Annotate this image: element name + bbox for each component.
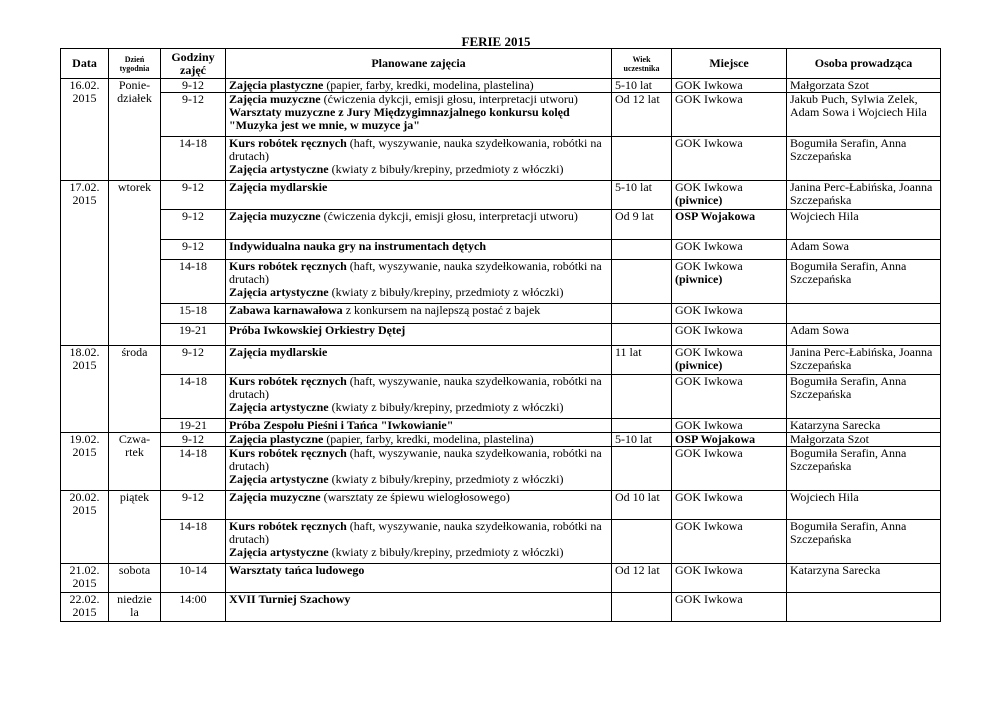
place-text: GOK Iwkowa (675, 418, 743, 432)
age-text: 11 lat (615, 345, 642, 359)
place-text-bold: OSP Wojakowa (675, 432, 756, 446)
activity-title: Kurs robótek ręcznych (229, 519, 347, 533)
place-text: GOK Iwkowa (675, 92, 743, 106)
age-text: 5-10 lat (615, 180, 652, 194)
place-cell (672, 491, 787, 520)
activity-cell (226, 375, 612, 419)
weekday-cell (109, 564, 161, 593)
activity-cell (226, 324, 612, 346)
date-text: 16.02. 2015 (69, 78, 100, 105)
hours-cell (161, 593, 226, 622)
hours-text: 15-18 (179, 303, 207, 317)
activity-title: Kurs robótek ręcznych (229, 259, 347, 273)
activity-cell (226, 93, 612, 137)
place-text: GOK Iwkowa (675, 592, 743, 606)
weekday-text: środa (121, 345, 148, 359)
table-row (61, 447, 941, 491)
person-cell (787, 375, 941, 419)
person-text: Bogumiła Serafin, Anna Szczepańska (790, 374, 907, 401)
age-cell (612, 260, 672, 304)
table-row (61, 93, 941, 137)
place-text: GOK Iwkowa (675, 490, 743, 504)
header-hours: Godziny zajęć (161, 49, 226, 79)
person-text: Katarzyna Sarecka (790, 563, 881, 577)
place-cell (672, 419, 787, 433)
activity-title: Kurs robótek ręcznych (229, 374, 347, 388)
place-text: GOK Iwkowa (675, 136, 743, 150)
activity-title: Zabawa karnawałowa (229, 303, 343, 317)
activity-details: (ćwiczenia dykcji, emisji głosu, interpretacji utworu) (320, 92, 578, 106)
activity-details: (haft, wyszywanie, nauka szydełkowania, robótki na drutach) (229, 519, 602, 546)
place-text: GOK Iwkowa (675, 259, 743, 273)
activity-details-2: (kwiaty z bibuły/krepiny, przedmioty z włóczki) (328, 472, 564, 486)
person-cell (787, 304, 941, 324)
place-cell (672, 304, 787, 324)
person-text: Katarzyna Sarecka (790, 418, 881, 432)
table-row (61, 324, 941, 346)
place-cell (672, 79, 787, 93)
table-row (61, 240, 941, 260)
person-cell (787, 324, 941, 346)
hours-cell (161, 564, 226, 593)
schedule-table (60, 48, 941, 622)
activity-cell (226, 564, 612, 593)
table-row (61, 79, 941, 93)
hours-text: 9-12 (182, 239, 204, 253)
date-cell (61, 181, 109, 346)
hours-text: 9-12 (182, 180, 204, 194)
hours-cell (161, 433, 226, 447)
hours-cell (161, 447, 226, 491)
person-cell (787, 93, 941, 137)
person-text: Jakub Puch, Sylwia Zelek, Adam Sowa i Wojciech Hila (790, 92, 927, 119)
weekday-cell (109, 491, 161, 564)
age-text: 5-10 lat (615, 78, 652, 92)
age-cell (612, 593, 672, 622)
hours-text: 10-14 (179, 563, 207, 577)
hours-cell (161, 137, 226, 181)
date-text: 21.02. 2015 (69, 563, 100, 590)
table-row (61, 564, 941, 593)
table-row (61, 491, 941, 520)
activity-cell (226, 260, 612, 304)
person-cell (787, 181, 941, 210)
place-cell (672, 93, 787, 137)
age-cell (612, 346, 672, 375)
header-person: Osoba prowadząca (787, 49, 941, 79)
header-place: Miejsce (672, 49, 787, 79)
place-cell (672, 346, 787, 375)
weekday-text: Czwa- rtek (118, 432, 151, 459)
hours-cell (161, 79, 226, 93)
table-row (61, 210, 941, 240)
weekday-cell (109, 433, 161, 491)
age-cell (612, 210, 672, 240)
date-cell (61, 433, 109, 491)
person-cell (787, 491, 941, 520)
place-cell (672, 260, 787, 304)
person-cell (787, 433, 941, 447)
activity-title-2: Zajęcia artystyczne (229, 472, 329, 486)
activity-details-2: (kwiaty z bibuły/krepiny, przedmioty z włóczki) (328, 400, 564, 414)
date-cell (61, 79, 109, 181)
activity-title: Zajęcia muzyczne (229, 490, 321, 504)
hours-text: 14:00 (179, 592, 207, 606)
place-cell (672, 520, 787, 564)
header-weekday: Dzień tygodnia (109, 49, 161, 79)
date-text: 19.02. 2015 (69, 432, 100, 459)
hours-text: 14-18 (179, 374, 207, 388)
age-cell (612, 447, 672, 491)
age-cell (612, 79, 672, 93)
table-row (61, 593, 941, 622)
activity-details: (papier, farby, kredki, modelina, plastelina) (323, 432, 534, 446)
activity-title: Indywidualna nauka gry na instrumentach dętych (229, 239, 487, 253)
place-note: (piwnice) (675, 193, 723, 207)
date-cell (61, 564, 109, 593)
hours-cell (161, 260, 226, 304)
weekday-text: wtorek (117, 180, 152, 194)
person-text: Bogumiła Serafin, Anna Szczepańska (790, 446, 907, 473)
person-cell (787, 564, 941, 593)
place-text-bold: OSP Wojakowa (675, 209, 756, 223)
activity-title-2: Zajęcia artystyczne (229, 400, 329, 414)
table-row (61, 304, 941, 324)
weekday-text: Ponie- działek (117, 78, 152, 105)
place-cell (672, 137, 787, 181)
hours-cell (161, 346, 226, 375)
activity-cell (226, 447, 612, 491)
place-cell (672, 433, 787, 447)
date-text: 18.02. 2015 (69, 345, 100, 372)
place-text: GOK Iwkowa (675, 446, 743, 460)
table-row (61, 433, 941, 447)
activity-title-2: Zajęcia artystyczne (229, 162, 329, 176)
person-text: Małgorzata Szot (790, 78, 869, 92)
age-cell (612, 304, 672, 324)
weekday-cell (109, 181, 161, 346)
hours-cell (161, 375, 226, 419)
person-cell (787, 419, 941, 433)
place-text: GOK Iwkowa (675, 345, 743, 359)
hours-cell (161, 491, 226, 520)
activity-cell (226, 304, 612, 324)
place-text: GOK Iwkowa (675, 303, 743, 317)
hours-cell (161, 240, 226, 260)
place-cell (672, 240, 787, 260)
place-text: GOK Iwkowa (675, 239, 743, 253)
hours-text: 14-18 (179, 519, 207, 533)
age-cell (612, 324, 672, 346)
place-cell (672, 181, 787, 210)
place-text: GOK Iwkowa (675, 519, 743, 533)
person-text: Bogumiła Serafin, Anna Szczepańska (790, 259, 907, 286)
hours-text: 9-12 (182, 209, 204, 223)
weekday-cell (109, 79, 161, 181)
hours-cell (161, 210, 226, 240)
hours-cell (161, 181, 226, 210)
person-text: Wojciech Hila (790, 209, 859, 223)
place-cell (672, 564, 787, 593)
table-row (61, 346, 941, 375)
person-text: Adam Sowa (790, 323, 849, 337)
person-cell (787, 447, 941, 491)
table-row (61, 137, 941, 181)
age-cell (612, 564, 672, 593)
hours-text: 9-12 (182, 490, 204, 504)
header-age: Wiek uczestnika (612, 49, 672, 79)
person-text: Wojciech Hila (790, 490, 859, 504)
person-cell (787, 346, 941, 375)
age-cell (612, 93, 672, 137)
activity-cell (226, 593, 612, 622)
place-note: (piwnice) (675, 272, 723, 286)
activity-title-2: Zajęcia artystyczne (229, 545, 329, 559)
weekday-text: sobota (118, 563, 151, 577)
weekday-text: piątek (119, 490, 150, 504)
document-title: FERIE 2015 (461, 34, 531, 49)
activity-cell (226, 419, 612, 433)
activity-title: Kurs robótek ręcznych (229, 136, 347, 150)
date-text: 22.02. 2015 (69, 592, 100, 619)
person-text: Adam Sowa (790, 239, 849, 253)
date-cell (61, 346, 109, 433)
age-cell (612, 419, 672, 433)
activity-details: z konkursem na najlepszą postać z bajek (342, 303, 541, 317)
hours-text: 9-12 (182, 78, 204, 92)
activity-details: (haft, wyszywanie, nauka szydełkowania, robótki na drutach) (229, 259, 602, 286)
hours-text: 9-12 (182, 92, 204, 106)
hours-cell (161, 520, 226, 564)
activity-title: Zajęcia mydlarskie (229, 345, 328, 359)
activity-title: XVII Turniej Szachowy (229, 592, 351, 606)
age-text: Od 10 lat (615, 490, 660, 504)
hours-text: 9-12 (182, 345, 204, 359)
person-cell (787, 210, 941, 240)
age-text: Od 9 lat (615, 209, 654, 223)
date-cell (61, 491, 109, 564)
weekday-cell (109, 593, 161, 622)
activity-details: (haft, wyszywanie, nauka szydełkowania, robótki na drutach) (229, 374, 602, 401)
activity-cell (226, 210, 612, 240)
activity-cell (226, 79, 612, 93)
activity-title: Zajęcia muzyczne (229, 209, 321, 223)
hours-text: 19-21 (179, 418, 207, 432)
person-text: Małgorzata Szot (790, 432, 869, 446)
date-cell (61, 593, 109, 622)
header-activities: Planowane zajęcia (226, 49, 612, 79)
person-text: Janina Perc-Łabińska, Joanna Szczepańska (790, 345, 933, 372)
age-cell (612, 240, 672, 260)
place-cell (672, 447, 787, 491)
person-text: Janina Perc-Łabińska, Joanna Szczepańska (790, 180, 933, 207)
hours-text: 14-18 (179, 446, 207, 460)
place-cell (672, 210, 787, 240)
activity-title: Kurs robótek ręcznych (229, 446, 347, 460)
age-text: Od 12 lat (615, 563, 660, 577)
activity-details-2: (kwiaty z bibuły/krepiny, przedmioty z włóczki) (328, 285, 564, 299)
age-text: 5-10 lat (615, 432, 652, 446)
activity-title: Zajęcia mydlarskie (229, 180, 328, 194)
table-row (61, 520, 941, 564)
person-cell (787, 260, 941, 304)
person-text: Bogumiła Serafin, Anna Szczepańska (790, 136, 907, 163)
activity-title-2: Warsztaty muzyczne z Jury Międzygimnazjalnego konkursu kolęd "Muzyka jest we mnie, w muzyce ja" (229, 105, 570, 132)
age-cell (612, 491, 672, 520)
person-cell (787, 79, 941, 93)
activity-details: (haft, wyszywanie, nauka szydełkowania, robótki na drutach) (229, 136, 602, 163)
schedule-body (61, 79, 941, 622)
activity-cell (226, 491, 612, 520)
activity-cell (226, 433, 612, 447)
hours-text: 9-12 (182, 432, 204, 446)
activity-details: (warsztaty ze śpiewu wielogłosowego) (320, 490, 510, 504)
age-cell (612, 137, 672, 181)
activity-title: Zajęcia muzyczne (229, 92, 321, 106)
person-text: Bogumiła Serafin, Anna Szczepańska (790, 519, 907, 546)
place-text: GOK Iwkowa (675, 323, 743, 337)
hours-text: 14-18 (179, 136, 207, 150)
activity-title: Próba Zespołu Pieśni i Tańca "Iwkowianie" (229, 418, 454, 432)
hours-cell (161, 304, 226, 324)
activity-title: Zajęcia plastyczne (229, 78, 324, 92)
activity-cell (226, 520, 612, 564)
table-row (61, 260, 941, 304)
place-text: GOK Iwkowa (675, 78, 743, 92)
activity-title: Próba Iwkowskiej Orkiestry Dętej (229, 323, 406, 337)
age-cell (612, 433, 672, 447)
activity-title: Warsztaty tańca ludowego (229, 563, 365, 577)
activity-cell (226, 240, 612, 260)
age-cell (612, 181, 672, 210)
activity-details-2: (kwiaty z bibuły/krepiny, przedmioty z włóczki) (328, 162, 564, 176)
date-text: 17.02. 2015 (69, 180, 100, 207)
age-cell (612, 375, 672, 419)
weekday-cell (109, 346, 161, 433)
activity-details: (haft, wyszywanie, nauka szydełkowania, robótki na drutach) (229, 446, 602, 473)
activity-title: Zajęcia plastyczne (229, 432, 324, 446)
activity-cell (226, 181, 612, 210)
person-cell (787, 137, 941, 181)
place-note: (piwnice) (675, 358, 723, 372)
hours-text: 14-18 (179, 259, 207, 273)
date-text: 20.02. 2015 (69, 490, 100, 517)
activity-details-2: (kwiaty z bibuły/krepiny, przedmioty z włóczki) (328, 545, 564, 559)
hours-cell (161, 419, 226, 433)
age-text: Od 12 lat (615, 92, 660, 106)
hours-text: 19-21 (179, 323, 207, 337)
place-cell (672, 324, 787, 346)
hours-cell (161, 93, 226, 137)
table-row (61, 375, 941, 419)
age-cell (612, 520, 672, 564)
activity-details: (papier, farby, kredki, modelina, plastelina) (323, 78, 534, 92)
activity-details: (ćwiczenia dykcji, emisji głosu, interpretacji utworu) (320, 209, 578, 223)
place-text: GOK Iwkowa (675, 563, 743, 577)
activity-cell (226, 346, 612, 375)
place-text: GOK Iwkowa (675, 180, 743, 194)
activity-cell (226, 137, 612, 181)
table-row (61, 181, 941, 210)
person-cell (787, 240, 941, 260)
activity-title-2: Zajęcia artystyczne (229, 285, 329, 299)
table-row (61, 419, 941, 433)
place-text: GOK Iwkowa (675, 374, 743, 388)
header-date: Data (61, 49, 109, 79)
person-cell (787, 593, 941, 622)
place-cell (672, 375, 787, 419)
hours-cell (161, 324, 226, 346)
weekday-text: niedzie la (117, 592, 152, 619)
place-cell (672, 593, 787, 622)
person-cell (787, 520, 941, 564)
